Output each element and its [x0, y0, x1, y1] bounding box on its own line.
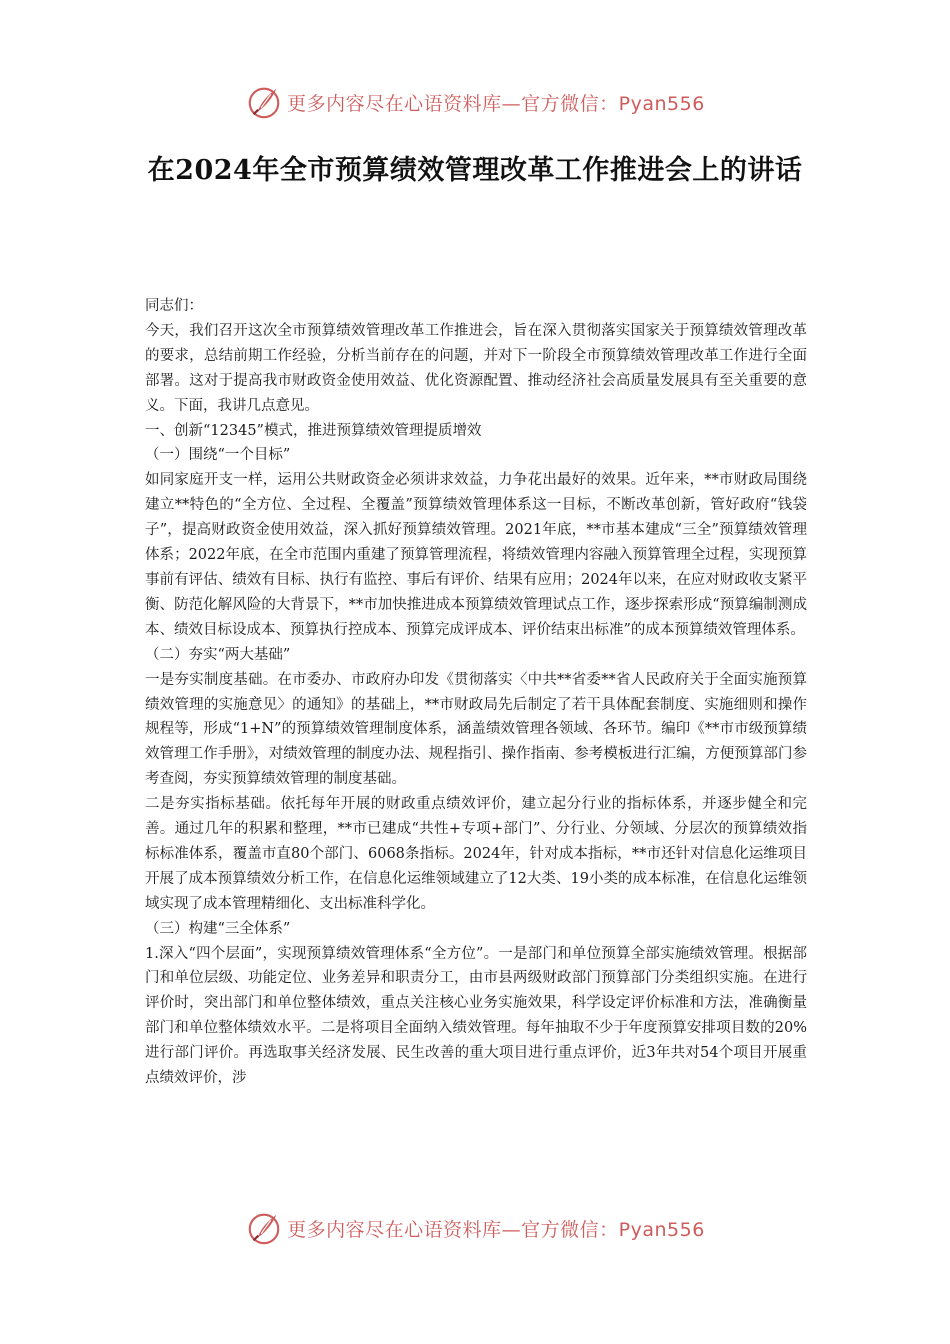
quill-logo-icon	[245, 83, 283, 121]
paragraph: 同志们：	[145, 298, 203, 314]
paragraph: 1.深入“四个层面”，实现预算绩效管理体系“全方位”。一是部门和单位预算全部实施绩效管理。根据部门和单位层级、功能定位、业务差异和职责分工，由市县两级财政部门预算部门分类组织实施。在进行评价时，突出部门和单位整体绩效，重点关注核心业务实施效果，科学设定评价标准和方法，准确衡量部门和单位整体绩效水平。二是将项目全面纳入绩效管理。每年抽取不少于年度预算安排项目数的20%进行部门评价。再选取事关经济发展、民生改善的重大项目进行重点评价，近3年共对54个项目开展重点绩效评价，涉	[145, 945, 807, 1087]
wechat-id: Pyan556	[618, 92, 705, 115]
wechat-id: Pyan556	[618, 1218, 705, 1241]
paragraph: 如同家庭开支一样，运用公共财政资金必须讲求效益，力争花出最好的效果。近年来，**市财政局围绕建立**特色的“全方位、全过程、全覆盖”预算绩效管理体系这一目标，不断改革创新，管好政府“钱袋子”，提高财政资金使用效益，深入抓好预算绩效管理。2021年底，**市基本建成“三全”预算绩效管理体系；2022年底，在全市范围内重建了预算管理流程，将绩效管理内容融入预算管理全过程，实现预算事前有评估、绩效有目标、执行有监控、事后有评价、结果有应用；2024年以来，在应对财政收支紧平衡、防范化解风险的大背景下，**市加快推进成本预算绩效管理试点工作，逐步探索形成“预算编制测成本、绩效目标设成本、预算执行控成本、预算完成评成本、评价结束出标准”的成本预算绩效管理体系。	[145, 472, 807, 638]
paragraph: 二是夯实指标基础。依托每年开展的财政重点绩效评价，建立起分行业的指标体系，并逐步健全和完善。通过几年的积累和整理，**市已建成“共性+专项+部门”、分行业、分领域、分层次的预算绩效指标标准体系，覆盖市直80个部门、6068条指标。2024年，针对成本指标，**市还针对信息化运维项目开展了成本预算绩效分析工作，在信息化运维领域建立了12大类、19小类的成本标准，在信息化运维领域实现了成本管理精细化、支出标准科学化。	[145, 796, 807, 912]
banner-text	[287, 1215, 705, 1242]
document-body	[145, 294, 807, 1091]
banner-label: 更多内容尽在心语资料库—官方微信：	[287, 92, 619, 115]
quill-logo-icon	[245, 1209, 283, 1247]
section-heading: 一、创新“12345”模式，推进预算绩效管理提质增效	[145, 422, 482, 439]
subsection-heading: （二）夯实“两大基础”	[145, 646, 291, 663]
subsection-heading: （一）围绕“一个目标”	[145, 447, 291, 464]
footer-banner	[0, 1208, 950, 1248]
page-title: 在2024年全市预算绩效管理改革工作推进会上的讲话	[147, 155, 803, 186]
banner-text	[287, 89, 705, 116]
banner-label: 更多内容尽在心语资料库—官方微信：	[287, 1218, 619, 1241]
banner-inner	[245, 83, 705, 121]
subsection-heading: （三）构建“三全体系”	[145, 920, 291, 937]
banner-inner	[245, 1209, 705, 1247]
paragraph: 一是夯实制度基础。在市委办、市政府办印发《贯彻落实〈中共**省委**省人民政府关于全面实施预算绩效管理的实施意见〉的通知》的基础上，**市财政局先后制定了若干具体配套制度、实施细则和操作规程等，形成“1+N”的预算绩效管理制度体系，涵盖绩效管理各领域、各环节。编印《**市市级预算绩效管理工作手册》，对绩效管理的制度办法、规程指引、操作指南、参考模板进行汇编，方便预算部门参考查阅，夯实预算绩效管理的制度基础。	[145, 671, 807, 788]
paragraph: 今天，我们召开这次全市预算绩效管理改革工作推进会，旨在深入贯彻落实国家关于预算绩效管理改革的要求，总结前期工作经验，分析当前存在的问题，并对下一阶段全市预算绩效管理改革工作进行全面部署。这对于提高我市财政资金使用效益、优化资源配置、推动经济社会高质量发展具有至关重要的意义。下面，我讲几点意见。	[145, 322, 807, 414]
header-banner	[0, 82, 950, 122]
